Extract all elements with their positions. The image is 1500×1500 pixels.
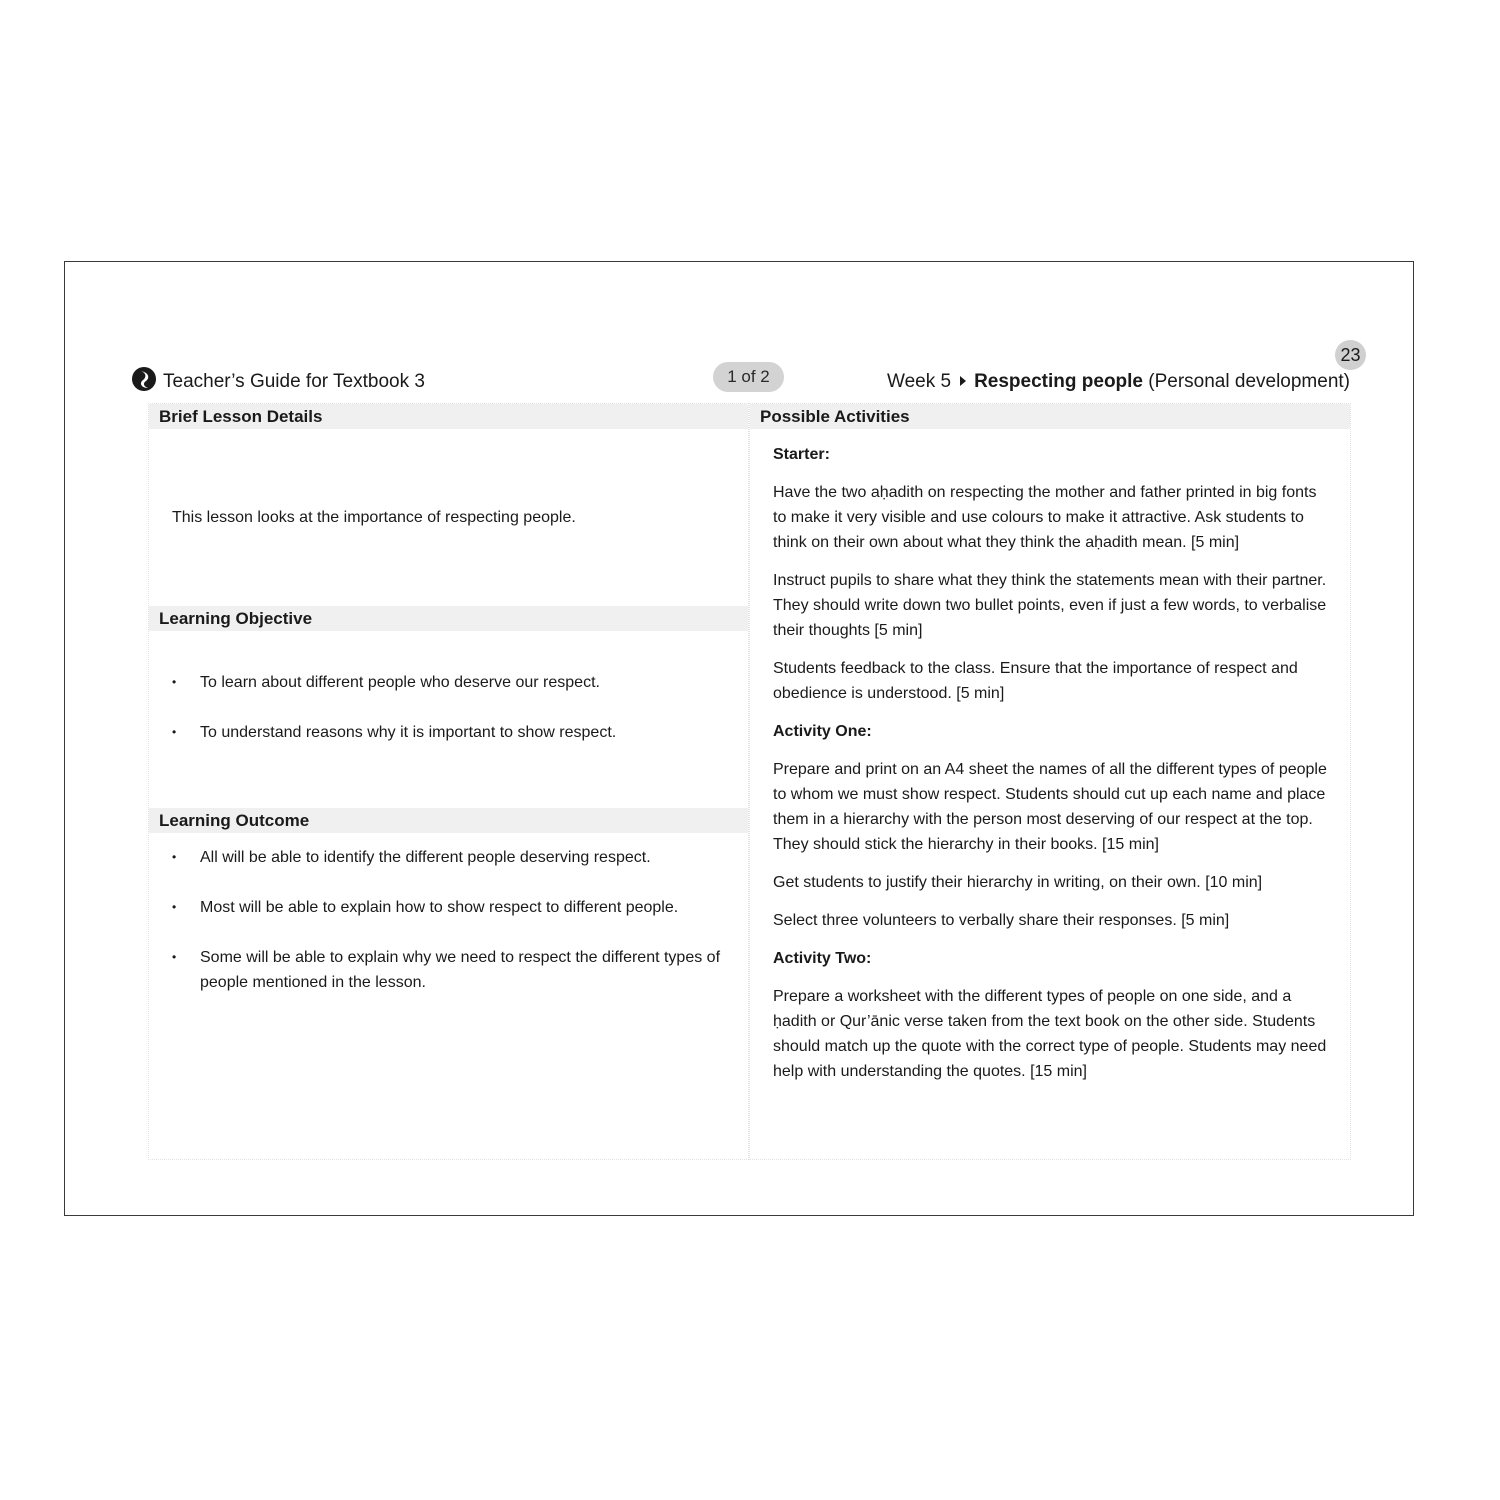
list-item: • To understand reasons why it is important to show respect. (169, 720, 734, 745)
bullet-icon: • (172, 675, 177, 689)
starter-paragraph: Students feedback to the class. Ensure that the importance of respect and obedience is understood. [5 min] (773, 660, 1298, 702)
list-item: • To learn about different people who deserve our respect. (169, 670, 734, 695)
list-item: • All will be able to identify the different people deserving respect. (169, 845, 734, 870)
bullet-icon: • (172, 725, 177, 739)
bullet-icon: • (172, 900, 177, 914)
learning-outcome-heading: Learning Outcome (149, 808, 748, 833)
learning-outcome-list (169, 845, 734, 1020)
possible-activities-heading: Possible Activities (750, 404, 1350, 429)
page-number-badge: 23 (1335, 340, 1366, 370)
activity-two-paragraph: Prepare a worksheet with the different types of people on one side, and a ḥadith or Qur’ānic verse taken from the text book on the other side. Students should match up the quote with the correct type of people. Students may need help with understanding the quotes. [15 min] (773, 988, 1327, 1080)
brief-lesson-heading: Brief Lesson Details (149, 404, 748, 429)
starter-paragraph: Have the two aḥadith on respecting the mother and father printed in big fonts to make it very visible and use colours to make it attractive. Ask students to think on their own about what they think the aḥadith mean. [5 min] (773, 484, 1317, 551)
activity-one-paragraph: Select three volunteers to verbally share their responses. [5 min] (773, 912, 1230, 929)
lesson-category: (Personal development) (1148, 371, 1350, 392)
week-label: Week 5 (887, 371, 952, 392)
publisher-logo-icon (131, 366, 157, 392)
bullet-icon: • (172, 850, 177, 864)
activity-two-heading: Activity Two: (773, 950, 872, 967)
guide-title: Teacher’s Guide for Textbook 3 (163, 371, 425, 392)
learning-objective-heading: Learning Objective (149, 606, 748, 631)
starter-heading: Starter: (773, 446, 830, 463)
activities-body (773, 442, 1332, 1097)
brief-lesson-text: This lesson looks at the importance of respecting people. (172, 509, 576, 526)
week-header (887, 371, 1350, 393)
bullet-icon: • (172, 950, 177, 964)
activity-one-paragraph: Prepare and print on an A4 sheet the names of all the different types of people to whom we must show respect. Students should cut up each name and place them in a hierarchy with the person most deserving of our respect at the top. They should stick the hierarchy in their books. [15 min] (773, 761, 1327, 853)
learning-objective-list (169, 670, 734, 770)
lesson-details-column (148, 403, 749, 1160)
list-item: • Most will be able to explain how to show respect to different people. (169, 895, 734, 920)
list-item: • Some will be able to explain why we need to respect the different types of people mentioned in the lesson. (169, 945, 734, 995)
lesson-topic: Respecting people (974, 371, 1143, 392)
activity-one-heading: Activity One: (773, 723, 872, 740)
starter-paragraph: Instruct pupils to share what they think the statements mean with their partner. They should write down two bullet points, even if just a few words, to verbalise their thoughts [5 min] (773, 572, 1327, 639)
activity-one-paragraph: Get students to justify their hierarchy in writing, on their own. [10 min] (773, 874, 1263, 891)
arrow-right-icon (960, 376, 966, 386)
possible-activities-column (749, 403, 1351, 1160)
page-indicator: 1 of 2 (713, 362, 784, 392)
